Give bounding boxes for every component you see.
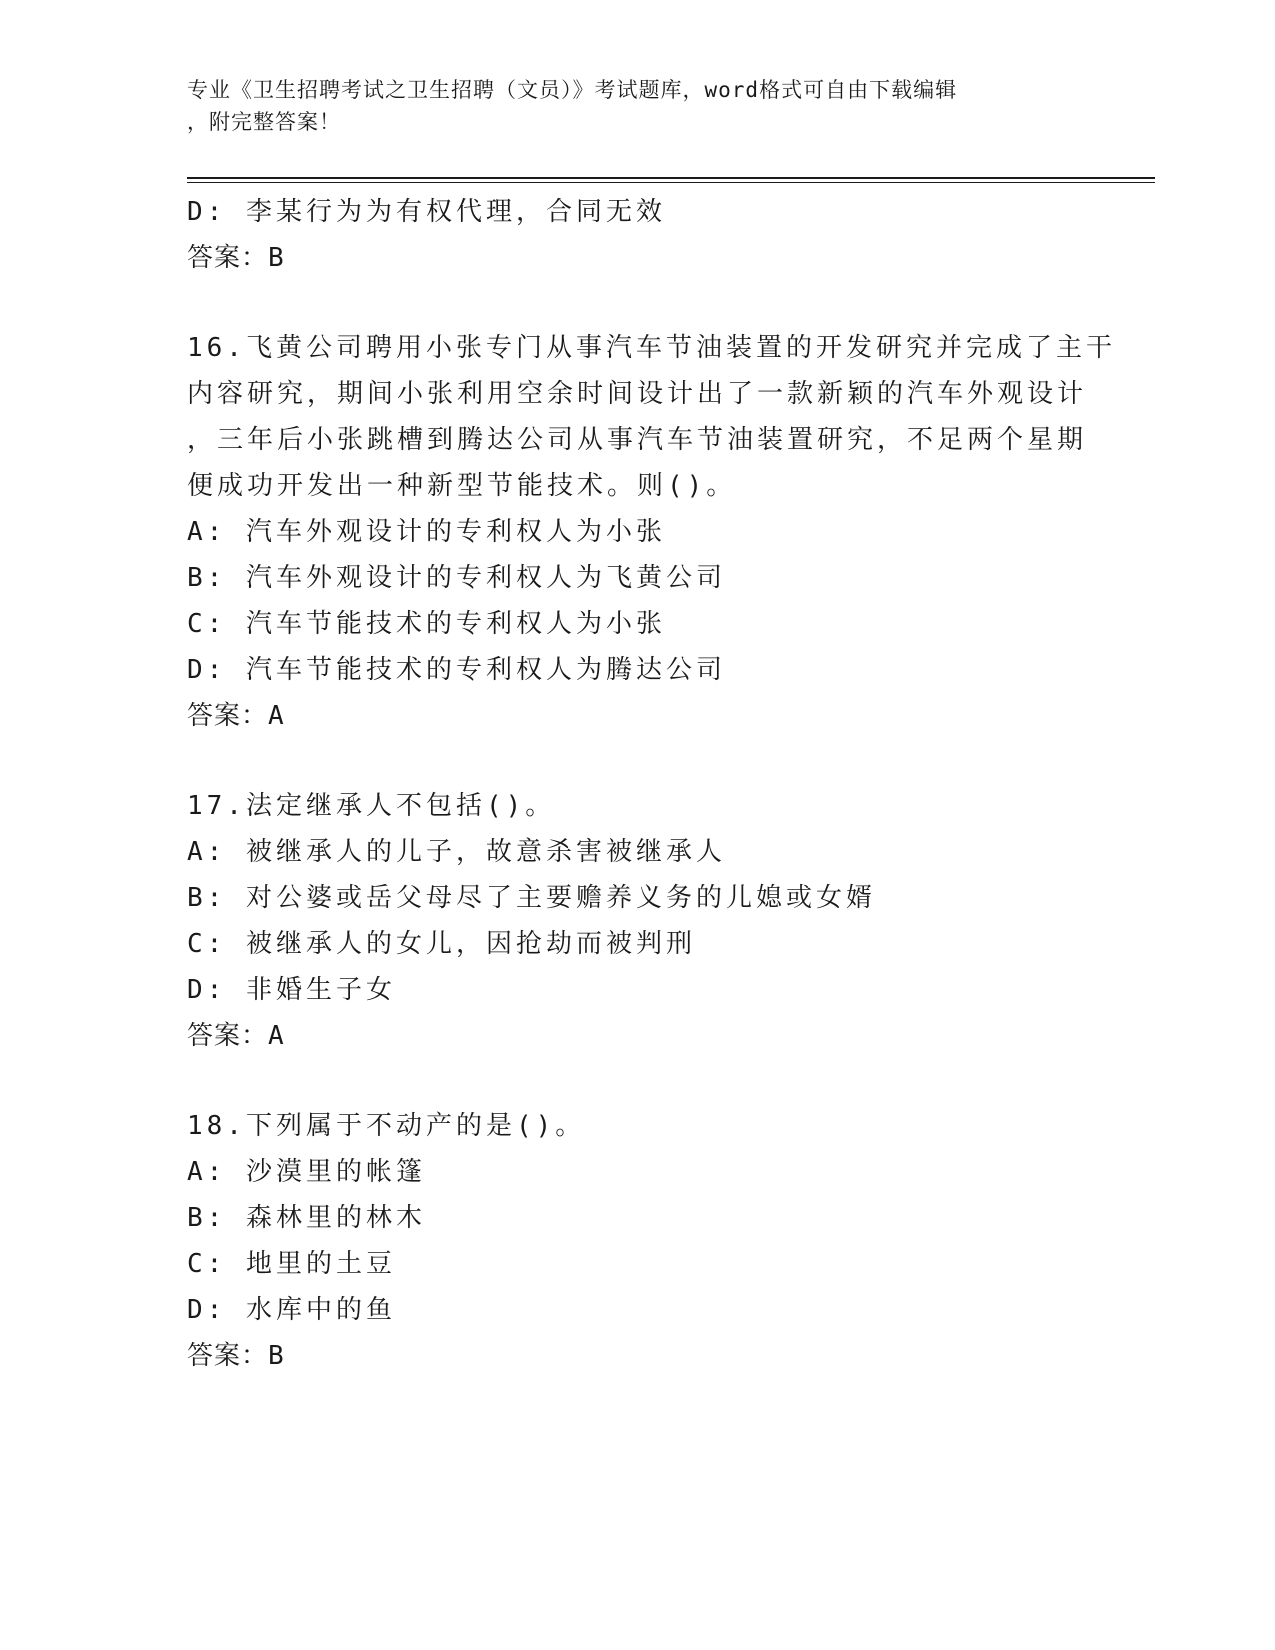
header-text-line-1: 专业《卫生招聘考试之卫生招聘（文员）》考试题库，word格式可自由下载编辑 <box>187 78 958 102</box>
answer-line: 答案：B <box>187 1341 285 1371</box>
option-c: C: 被继承人的女儿，因抢劫而被判刑 <box>187 929 696 959</box>
spacer <box>187 281 1087 325</box>
question-stem: 16.飞黄公司聘用小张专门从事汽车节油装置的开发研究并完成了主干 <box>187 333 1116 363</box>
option-a: A: 被继承人的儿子，故意杀害被继承人 <box>187 837 726 867</box>
option-d: D: 水库中的鱼 <box>187 1295 396 1325</box>
option-c: C: 地里的土豆 <box>187 1249 396 1279</box>
previous-question-tail <box>187 189 1087 281</box>
question-stem: ，三年后小张跳槽到腾达公司从事汽车节油装置研究，不足两个星期 <box>187 425 1088 455</box>
header-divider-thin <box>187 182 1155 183</box>
option-d: D: 汽车节能技术的专利权人为腾达公司 <box>187 655 726 685</box>
question-18 <box>187 1103 1087 1379</box>
answer-line: 答案：A <box>187 701 285 731</box>
question-stem: 便成功开发出一种新型节能技术。则()。 <box>187 471 737 501</box>
header-divider-thick <box>187 177 1155 179</box>
option-b: B: 汽车外观设计的专利权人为飞黄公司 <box>187 563 726 593</box>
option-b: B: 森林里的林木 <box>187 1203 426 1233</box>
answer-line: 答案：A <box>187 1021 285 1051</box>
question-17 <box>187 783 1087 1059</box>
question-stem: 17.法定继承人不包括()。 <box>187 791 556 821</box>
question-stem: 内容研究，期间小张利用空余时间设计出了一款新颖的汽车外观设计 <box>187 379 1088 409</box>
spacer <box>187 739 1087 783</box>
option-a: A: 沙漠里的帐篷 <box>187 1157 426 1187</box>
spacer <box>187 1059 1087 1103</box>
answer-line: 答案：B <box>187 243 285 273</box>
option-d: D: 非婚生子女 <box>187 975 396 1005</box>
question-content <box>187 189 1116 1379</box>
option-d: D: 李某行为为有权代理，合同无效 <box>187 197 666 227</box>
header-text-line-2: ，附完整答案！ <box>187 110 341 134</box>
option-b: B: 对公婆或岳父母尽了主要赡养义务的儿媳或女婿 <box>187 883 876 913</box>
option-c: C: 汽车节能技术的专利权人为小张 <box>187 609 666 639</box>
question-16 <box>187 325 1116 739</box>
question-stem: 18.下列属于不动产的是()。 <box>187 1111 586 1141</box>
option-a: A: 汽车外观设计的专利权人为小张 <box>187 517 666 547</box>
document-header <box>187 74 1087 138</box>
